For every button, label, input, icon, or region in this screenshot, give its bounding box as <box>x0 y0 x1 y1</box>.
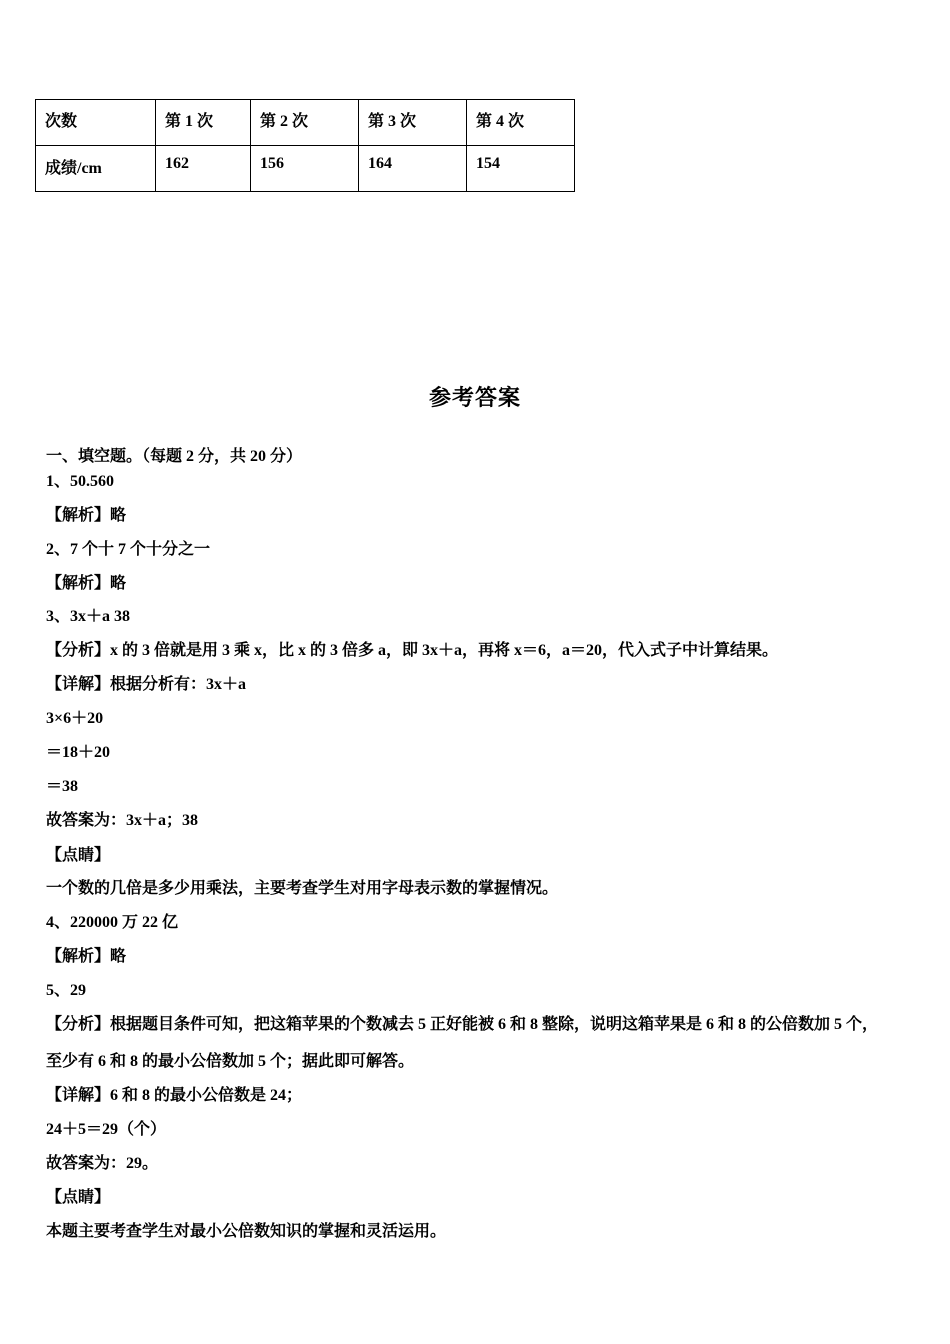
analysis-line: 【分析】根据题目条件可知，把这箱苹果的个数减去 5 正好能被 6 和 8 整除，说明这箱苹果是 6 和 8 的公倍数加 5 个， <box>46 1016 879 1033</box>
section-heading: 一、填空题。（每题 2 分，共 20 分） <box>46 448 303 465</box>
calc-line: ＝18＋20 <box>46 744 111 761</box>
conclusion-line: 故答案为：3x＋a；38 <box>46 812 199 829</box>
table-cell: 156 <box>251 146 359 192</box>
answer-line: 4、220000 万 22 亿 <box>46 914 179 931</box>
analysis-line: 【解析】略 <box>46 948 127 965</box>
conclusion-line: 故答案为：29。 <box>46 1155 159 1172</box>
calc-line: 3×6＋20 <box>46 710 104 727</box>
table-cell: 成绩/cm <box>36 146 156 192</box>
analysis-line: 【解析】略 <box>46 575 127 592</box>
table-cell: 154 <box>467 146 575 192</box>
detail-line: 【详解】6 和 8 的最小公倍数是 24； <box>46 1087 303 1104</box>
table-row <box>36 146 575 192</box>
comment-line: 本题主要考查学生对最小公倍数知识的掌握和灵活运用。 <box>46 1223 447 1240</box>
calc-line: 24＋5＝29（个） <box>46 1121 167 1138</box>
answer-line: 2、7 个十 7 个十分之一 <box>46 541 211 558</box>
answer-line: 5、29 <box>46 982 87 999</box>
table-cell: 162 <box>156 146 251 192</box>
answer-line: 1、50.560 <box>46 473 115 490</box>
table-cell: 第 2 次 <box>251 100 359 146</box>
table-cell: 第 1 次 <box>156 100 251 146</box>
comment-label: 【点睛】 <box>46 847 111 864</box>
table-cell: 次数 <box>36 100 156 146</box>
comment-label: 【点睛】 <box>46 1189 111 1206</box>
table-cell: 第 3 次 <box>359 100 467 146</box>
table-cell: 第 4 次 <box>467 100 575 146</box>
table-cell: 164 <box>359 146 467 192</box>
comment-line: 一个数的几倍是多少用乘法，主要考查学生对用字母表示数的掌握情况。 <box>46 880 559 897</box>
analysis-line: 【解析】略 <box>46 507 127 524</box>
analysis-line: 【分析】x 的 3 倍就是用 3 乘 x，比 x 的 3 倍多 a，即 3x＋a，再将 x＝6，a＝20，代入式子中计算结果。 <box>46 642 779 659</box>
table-row <box>36 100 575 146</box>
score-table <box>35 99 575 192</box>
answer-title: 参考答案 <box>428 386 521 411</box>
calc-line: ＝38 <box>46 778 79 795</box>
answer-line: 3、3x＋a 38 <box>46 608 131 625</box>
detail-line: 【详解】根据分析有：3x＋a <box>46 676 247 693</box>
analysis-line-cont: 至少有 6 和 8 的最小公倍数加 5 个；据此即可解答。 <box>46 1053 415 1070</box>
